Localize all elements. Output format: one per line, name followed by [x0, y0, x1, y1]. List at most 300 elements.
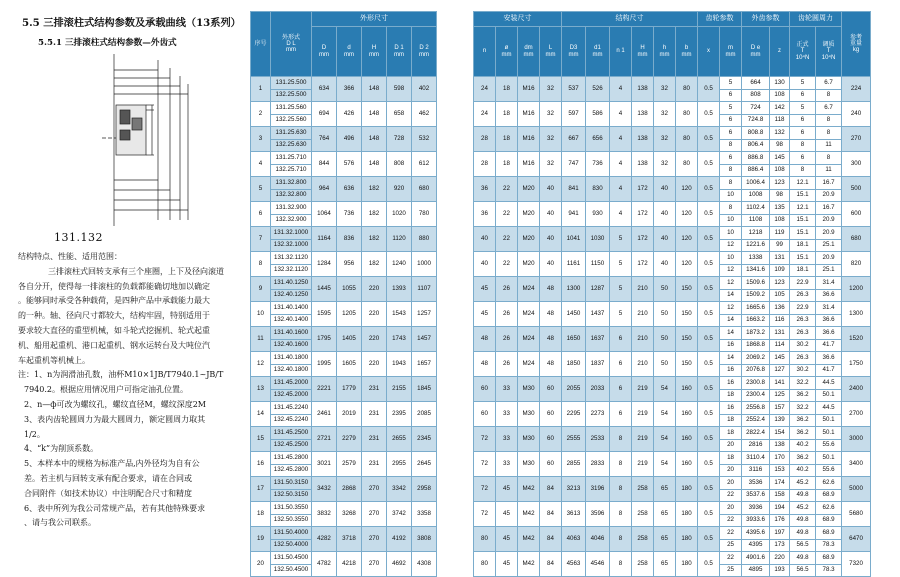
table-cell: 40 [654, 177, 676, 202]
weight-cell: 300 [842, 152, 871, 177]
gear-cell: 16 [720, 377, 742, 390]
table-cell: 0.5 [698, 252, 720, 277]
table-cell: 220 [362, 277, 387, 302]
gear-cell: 664 [742, 77, 770, 90]
gear-cell: 2300.4 [742, 389, 770, 402]
gear-cell: 15.1 [790, 252, 816, 265]
note-item: 7940.2。根据应用情况用户可指定油孔位置。 [24, 385, 188, 395]
model-code: 131.132 [54, 231, 103, 244]
gear-cell: 1008 [742, 189, 770, 202]
note-item: 4、“k”为削顶系数。 [24, 444, 99, 454]
row-seq: 11 [251, 327, 271, 352]
table-cell: 210 [632, 327, 654, 352]
gear-cell: 44.5 [816, 402, 842, 415]
table-cell: 2345 [412, 427, 437, 452]
table-cell: 182 [362, 252, 387, 277]
table-cell: 32 [654, 152, 676, 177]
table-cell: 1393 [387, 277, 412, 302]
note-item: 2、n—ф可改为螺纹孔，螺纹直径M，螺纹深度2M [24, 399, 206, 409]
table-cell: 4 [610, 177, 632, 202]
table-cell: 26 [496, 302, 518, 327]
gear-cell: 68.9 [816, 527, 842, 540]
table-cell: 26 [496, 352, 518, 377]
table-cell: 54 [654, 452, 676, 477]
gear-cell: 12.1 [790, 202, 816, 215]
table-cell: 270 [362, 552, 387, 577]
note-item: 差。若主机与回转支承有配合要求，请在合同或 [24, 473, 192, 483]
note-item: 5、本样本中的规格为标准产品,内外径均为自有公 [24, 459, 200, 469]
table-cell: 1995 [312, 352, 337, 377]
table-cell: 40 [540, 252, 562, 277]
table-cell: 1837 [586, 352, 610, 377]
table-cell: 40 [540, 227, 562, 252]
gear-cell: 12 [720, 239, 742, 252]
table-cell: 1030 [586, 227, 610, 252]
weight-cell: 1300 [842, 302, 871, 327]
table-cell: 32 [540, 77, 562, 102]
table-cell: 0.5 [698, 502, 720, 527]
table-cell: 40 [540, 202, 562, 227]
row-seq: 15 [251, 427, 271, 452]
table-cell: M24 [518, 352, 540, 377]
gear-cell: 6.7 [816, 77, 842, 90]
table-cell: 32 [654, 127, 676, 152]
table-cell: 182 [362, 227, 387, 252]
gear-cell: 109 [770, 264, 790, 277]
weight-cell: 5000 [842, 477, 871, 502]
table-cell: 72 [474, 427, 496, 452]
table-cell: 956 [337, 252, 362, 277]
table-cell: 138 [632, 127, 654, 152]
gear-cell: 20.9 [816, 189, 842, 202]
gear-cell: 4901.6 [742, 552, 770, 565]
gear-cell: 78.3 [816, 564, 842, 577]
gear-cell: 808.8 [742, 127, 770, 140]
model-132: 132.45.2240 [271, 414, 312, 427]
table-cell: 231 [362, 402, 387, 427]
table-cell: 2655 [387, 427, 412, 452]
table-cell: 120 [676, 177, 698, 202]
table-cell: 148 [362, 127, 387, 152]
gear-cell: 31.4 [816, 277, 842, 290]
gear-cell: 123 [770, 277, 790, 290]
gear-cell: 2822.4 [742, 427, 770, 440]
table-cell: 1107 [412, 277, 437, 302]
table-cell: 2295 [562, 402, 586, 427]
table-cell: 3432 [312, 477, 337, 502]
table-cell: 4782 [312, 552, 337, 577]
table-cell: 1257 [412, 302, 437, 327]
header-col: b mm [676, 27, 698, 77]
table-cell: 33 [496, 377, 518, 402]
table-cell: M30 [518, 452, 540, 477]
gear-cell: 22 [720, 489, 742, 502]
gear-cell: 8 [816, 152, 842, 165]
model-131: 131.25.630 [271, 127, 312, 140]
table-cell: 8 [610, 502, 632, 527]
gear-cell: 50.1 [816, 427, 842, 440]
table-cell: 1161 [562, 252, 586, 277]
header-col: H mm [362, 27, 387, 77]
table-cell: 160 [676, 377, 698, 402]
gear-cell: 4395.6 [742, 527, 770, 540]
table-cell: 3808 [412, 527, 437, 552]
table-cell: 54 [654, 402, 676, 427]
model-132: 132.45.2800 [271, 464, 312, 477]
gear-cell: 15.1 [790, 227, 816, 240]
gear-cell: 6 [790, 127, 816, 140]
gear-cell: 10 [720, 252, 742, 265]
table-cell: 72 [474, 502, 496, 527]
note-item: 合同附件（如技术协议）中注明配合尺寸和精度 [24, 488, 192, 498]
gear-cell: 36.2 [790, 452, 816, 465]
model-132: 132.40.1250 [271, 289, 312, 302]
table-cell: M30 [518, 427, 540, 452]
header-weight: 参考 重量 kg [842, 12, 871, 77]
gear-cell: 8 [816, 114, 842, 127]
gear-cell: 145 [770, 152, 790, 165]
table-cell: 462 [412, 102, 437, 127]
gear-cell: 1665.6 [742, 302, 770, 315]
note-item: 1、n为润滑油孔数，油杯M10×1JB/T7940.1~JB/T [34, 370, 224, 380]
gear-cell: 36.6 [816, 327, 842, 340]
table-cell: 32 [540, 102, 562, 127]
table-cell: 22 [496, 202, 518, 227]
table-cell: 150 [676, 302, 698, 327]
table-cell: 48 [540, 352, 562, 377]
table-cell: 231 [362, 377, 387, 402]
table-cell: 780 [412, 202, 437, 227]
gear-cell: 8 [720, 139, 742, 152]
table-cell: 3596 [586, 502, 610, 527]
gear-cell: 14 [720, 289, 742, 302]
weight-cell: 500 [842, 177, 871, 202]
table-cell: M24 [518, 277, 540, 302]
table-cell: 50 [654, 352, 676, 377]
header-col: D e mm [742, 27, 770, 77]
gear-cell: 139 [770, 414, 790, 427]
gear-cell: 806.4 [742, 139, 770, 152]
gear-cell: 50.1 [816, 414, 842, 427]
table-cell: 182 [362, 177, 387, 202]
row-seq: 20 [251, 552, 271, 577]
table-cell: 598 [387, 77, 412, 102]
table-cell: 2721 [312, 427, 337, 452]
gear-cell: 26.3 [790, 314, 816, 327]
gear-cell: 6 [720, 152, 742, 165]
weight-cell: 270 [842, 127, 871, 152]
gear-cell: 40.2 [790, 439, 816, 452]
table-cell: 2955 [387, 452, 412, 477]
table-cell: 0.5 [698, 427, 720, 452]
table-cell: 0.5 [698, 77, 720, 102]
table-cell: 150 [676, 277, 698, 302]
header-col: H mm [632, 27, 654, 77]
table-cell: 80 [676, 127, 698, 152]
table-cell: 138 [632, 152, 654, 177]
table-cell: 1943 [387, 352, 412, 377]
model-132: 132.45.2500 [271, 439, 312, 452]
table-cell: 747 [562, 152, 586, 177]
table-cell: 366 [337, 77, 362, 102]
gear-cell: 220 [770, 552, 790, 565]
gear-cell: 22 [720, 527, 742, 540]
table-cell: 2833 [586, 452, 610, 477]
gear-cell: 20.9 [816, 252, 842, 265]
table-cell: 180 [676, 477, 698, 502]
row-seq: 4 [251, 152, 271, 177]
table-cell: 45 [496, 552, 518, 577]
table-cell: 18 [496, 152, 518, 177]
model-132: 132.32.1120 [271, 264, 312, 277]
model-132: 132.32.800 [271, 189, 312, 202]
table-cell: 0.5 [698, 102, 720, 127]
table-cell: 231 [362, 427, 387, 452]
table-cell: 1543 [387, 302, 412, 327]
gear-cell: 16.7 [816, 177, 842, 190]
table-cell: 3342 [387, 477, 412, 502]
gear-cell: 197 [770, 527, 790, 540]
model-132: 132.45.2000 [271, 389, 312, 402]
gear-cell: 10 [720, 214, 742, 227]
gear-cell: 8 [816, 89, 842, 102]
table-cell: 5 [610, 227, 632, 252]
table-cell: 1595 [312, 302, 337, 327]
gear-cell: 6 [720, 127, 742, 140]
table-cell: 48 [540, 277, 562, 302]
table-cell: 6 [610, 402, 632, 427]
row-seq: 18 [251, 502, 271, 527]
table-cell: 880 [412, 227, 437, 252]
row-seq: 19 [251, 527, 271, 552]
gear-cell: 1338 [742, 252, 770, 265]
table-cell: 32 [540, 152, 562, 177]
gear-cell: 20.9 [816, 214, 842, 227]
table-cell: 1605 [337, 352, 362, 377]
table-cell: 60 [474, 402, 496, 427]
gear-cell: 50.1 [816, 452, 842, 465]
table-cell: 830 [586, 177, 610, 202]
table-cell: 160 [676, 427, 698, 452]
gear-cell: 886.4 [742, 164, 770, 177]
gear-cell: 31.4 [816, 302, 842, 315]
description-line: 车起重机等机械上。 [18, 355, 90, 365]
table-cell: 4218 [337, 552, 362, 577]
table-cell: 0.5 [698, 452, 720, 477]
gear-cell: 125 [770, 389, 790, 402]
table-cell: 612 [412, 152, 437, 177]
table-cell: 24 [474, 77, 496, 102]
gear-cell: 4395 [742, 539, 770, 552]
model-132: 132.40.1400 [271, 314, 312, 327]
gear-cell: 20.9 [816, 227, 842, 240]
table-cell: 26 [496, 327, 518, 352]
table-cell: 656 [586, 127, 610, 152]
gear-cell: 26.3 [790, 289, 816, 302]
gear-cell: 119 [770, 227, 790, 240]
table-cell: 1845 [412, 377, 437, 402]
table-cell: 50 [654, 302, 676, 327]
table-cell: 84 [540, 477, 562, 502]
gear-cell: 1108 [742, 214, 770, 227]
description-line: 各自分开，使得每一排滚柱的负载都能确切地加以确定 [18, 281, 210, 291]
table-cell: 150 [676, 352, 698, 377]
gear-cell: 108 [770, 214, 790, 227]
table-cell: 180 [676, 502, 698, 527]
gear-cell: 45.2 [790, 502, 816, 515]
right-parameter-table [473, 11, 871, 577]
table-cell: 1300 [562, 277, 586, 302]
gear-cell: 6 [790, 89, 816, 102]
model-132: 132.25.560 [271, 114, 312, 127]
table-cell: 60 [540, 427, 562, 452]
gear-cell: 10 [720, 227, 742, 240]
table-cell: 836 [337, 227, 362, 252]
table-cell: 3213 [562, 477, 586, 502]
gear-cell: 14 [720, 352, 742, 365]
row-seq: 6 [251, 202, 271, 227]
header-col: n 1 [610, 27, 632, 77]
gear-cell: 4895 [742, 564, 770, 577]
table-cell: 60 [540, 377, 562, 402]
table-cell: 48 [540, 302, 562, 327]
gear-cell: 36.2 [790, 414, 816, 427]
gear-cell: 1102.4 [742, 202, 770, 215]
table-cell: 65 [654, 477, 676, 502]
gear-cell: 136 [770, 302, 790, 315]
model-131: 131.25.500 [271, 77, 312, 90]
gear-cell: 8 [790, 164, 816, 177]
gear-cell: 131 [770, 327, 790, 340]
table-cell: 180 [676, 527, 698, 552]
table-cell: 2395 [387, 402, 412, 427]
table-cell: 941 [562, 202, 586, 227]
table-cell: 270 [362, 502, 387, 527]
gear-cell: 16 [720, 402, 742, 415]
gear-cell: 78.3 [816, 539, 842, 552]
gear-cell: 2069.2 [742, 352, 770, 365]
weight-cell: 1520 [842, 327, 871, 352]
header-model: 外形式 D L mm [271, 12, 312, 77]
weight-cell: 3400 [842, 452, 871, 477]
table-cell: M16 [518, 102, 540, 127]
table-cell: 258 [632, 527, 654, 552]
gear-cell: 25.1 [816, 239, 842, 252]
page-title: 5.5 三排滚柱式结构参数及承载曲线（13系列） [22, 17, 241, 29]
gear-cell: 1509.2 [742, 289, 770, 302]
row-seq: 10 [251, 302, 271, 327]
row-seq: 16 [251, 452, 271, 477]
header-col: D 2 mm [412, 27, 437, 77]
table-cell: 2273 [586, 402, 610, 427]
header-col: x [698, 27, 720, 77]
gear-cell: 130 [770, 77, 790, 90]
header-col: D 1 mm [387, 27, 412, 77]
table-cell: M30 [518, 402, 540, 427]
gear-cell: 3936 [742, 502, 770, 515]
table-cell: 597 [562, 102, 586, 127]
table-cell: 210 [632, 302, 654, 327]
table-cell: 26 [496, 277, 518, 302]
gear-cell: 8 [816, 127, 842, 140]
table-cell: 219 [632, 402, 654, 427]
table-cell: 2868 [337, 477, 362, 502]
table-cell: 28 [474, 152, 496, 177]
table-cell: 694 [312, 102, 337, 127]
gear-cell: 41.7 [816, 364, 842, 377]
table-cell: 80 [676, 102, 698, 127]
table-cell: 526 [586, 77, 610, 102]
table-cell: 219 [632, 377, 654, 402]
table-cell: 0.5 [698, 552, 720, 577]
description-line: 要求较大直径的重型机械，如斗轮式挖掘机、轮式起重 [18, 325, 210, 335]
table-cell: 5 [610, 277, 632, 302]
table-cell: 172 [632, 202, 654, 227]
header-seq: 序号 [251, 12, 271, 77]
table-cell: 40 [474, 227, 496, 252]
table-cell: M42 [518, 502, 540, 527]
gear-cell: 68.9 [816, 552, 842, 565]
weight-cell: 820 [842, 252, 871, 277]
table-cell: 1055 [337, 277, 362, 302]
gear-cell: 56.5 [790, 539, 816, 552]
row-seq: 12 [251, 352, 271, 377]
model-131: 131.32.800 [271, 177, 312, 190]
header-col: D3 mm [562, 27, 586, 77]
model-132: 132.40.1800 [271, 364, 312, 377]
weight-cell: 6470 [842, 527, 871, 552]
table-cell: 18 [496, 77, 518, 102]
table-cell: 60 [474, 377, 496, 402]
model-131: 131.45.2000 [271, 377, 312, 390]
table-cell: 172 [632, 252, 654, 277]
row-seq: 13 [251, 377, 271, 402]
header-col: z [770, 27, 790, 77]
table-cell: 33 [496, 402, 518, 427]
table-cell: 84 [540, 527, 562, 552]
table-cell: 4282 [312, 527, 337, 552]
table-cell: 60 [540, 452, 562, 477]
gear-cell: 1868.8 [742, 339, 770, 352]
gear-cell: 14 [720, 314, 742, 327]
table-cell: 0.5 [698, 352, 720, 377]
table-cell: 120 [676, 202, 698, 227]
table-cell: 220 [362, 327, 387, 352]
weight-cell: 7320 [842, 552, 871, 577]
bearing-cross-section-drawing [96, 50, 204, 228]
header-dim-group: 外形尺寸 [312, 12, 437, 27]
table-cell: 1445 [312, 277, 337, 302]
model-132: 132.32.1000 [271, 239, 312, 252]
weight-cell: 224 [842, 77, 871, 102]
gear-cell: 18 [720, 427, 742, 440]
gear-cell: 2076.8 [742, 364, 770, 377]
table-cell: 586 [586, 102, 610, 127]
note-item: 、请与我公司联系。 [24, 518, 96, 528]
gear-cell: 6 [790, 114, 816, 127]
gear-cell: 105 [770, 289, 790, 302]
table-cell: 210 [632, 352, 654, 377]
model-131: 131.40.1400 [271, 302, 312, 315]
model-131: 131.45.2800 [271, 452, 312, 465]
gear-cell: 3933.6 [742, 514, 770, 527]
table-cell: M30 [518, 377, 540, 402]
table-cell: 40 [654, 252, 676, 277]
gear-cell: 44.5 [816, 377, 842, 390]
header-col: d mm [337, 27, 362, 77]
table-cell: 138 [632, 77, 654, 102]
table-cell: 2461 [312, 402, 337, 427]
